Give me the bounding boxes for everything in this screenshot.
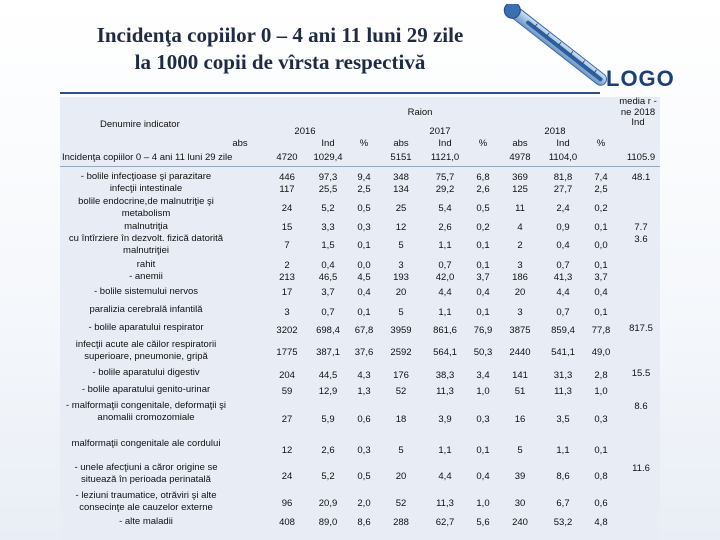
table-cell: 0,7 [438,260,452,271]
table-cell: 59 [281,386,293,397]
table-row-label: bolile endocrine,de malnutriţie şi metabolism [78,196,214,219]
table-cell: 41,3 [553,272,573,283]
table-cell: 213 [279,272,295,283]
table-cell: 3875 [509,325,531,336]
table-cell: 1,1 [556,445,570,456]
table-cell: 0,1 [476,260,490,271]
table-cell: 446 [279,172,295,183]
table-cell: 0,1 [476,240,490,251]
table-cell: 0,0 [357,260,371,271]
table-cell: 27,7 [553,184,573,195]
table-row-label: - bolile infecţioase şi parazitare [80,171,212,182]
table-row-label: - bolile sistemului nervos [93,286,198,297]
table-cell: 18 [395,414,407,425]
table-row-label: cu întîrziere în dezvolt. fizică datorită malnutriţiei [68,233,224,256]
table-cell: 0,5 [357,203,371,214]
header-pct: % [596,138,606,149]
table-cell: 12 [395,222,407,233]
table-cell: 408 [279,517,295,528]
table-cell: 4,4 [556,287,570,298]
table-cell: 15.5 [631,368,651,379]
table-cell: 30 [514,498,526,509]
slide-title [40,22,520,76]
total-ind-2017: 1121,0 [430,152,460,163]
table-cell: 39 [514,471,526,482]
table-cell: 176 [393,370,409,381]
table-row-label: - bolile aparatului digestiv [92,367,200,378]
table-cell: 204 [279,370,295,381]
table-cell: 1,0 [476,386,490,397]
total-ind-2018: 1104,0 [548,152,578,163]
table-cell: 16 [514,414,526,425]
table-row-label: paralizia cerebrală infantilă [89,304,203,315]
table-cell: 3,7 [594,272,608,283]
table-cell: 62,7 [435,517,455,528]
table-row-label: - malformaţii congenitale, deformaţii şi anomalii cromozomiale [66,400,226,423]
table-cell: 46,5 [318,272,338,283]
title-line-1: Incidenţa copiilor 0 – 4 ani 11 luni 29 zile [96,23,464,47]
table-cell: 0,6 [594,498,608,509]
table-row-label: - unele afecţiuni a căror origine se situează în perioada perinatală [74,462,218,485]
table-cell: 11,3 [436,498,454,509]
table-cell: 8,6 [556,471,570,482]
table-cell: 20 [514,287,526,298]
table-cell: 859,4 [551,325,575,336]
table-cell: 2592 [390,347,412,358]
table-cell: 564,1 [433,347,457,358]
table-row-label: infecţii intestinale [109,183,183,194]
table-cell: 97,3 [318,172,338,183]
table-cell: 20,9 [318,498,338,509]
table-row-label: - alte maladii [119,516,173,527]
table-cell: 51 [514,386,526,397]
table-cell: 31,3 [553,370,573,381]
table-cell: 76,9 [473,325,493,336]
header-abs: abs [512,138,528,149]
table-cell: 0,4 [321,260,335,271]
table-cell: 50,3 [473,347,493,358]
table-cell: 0,3 [594,414,608,425]
table-cell: 0,7 [556,307,570,318]
table-cell: 0,1 [357,307,371,318]
header-ind: Ind [438,138,452,149]
table-cell: 37,6 [354,347,374,358]
table-row-label: - anemii [129,271,163,282]
total-label: Incidenţa copiilor 0 – 4 ani 11 luni 29 zile [62,152,233,163]
header-abs: abs [232,138,248,149]
table-cell: 12,9 [318,386,338,397]
table-cell: 5,9 [321,414,335,425]
header-media: media r -ne 2018 Ind [619,96,657,128]
table-cell: 0,4 [357,287,371,298]
table-cell: 24 [281,471,293,482]
table-cell: 0,1 [594,222,608,233]
table-cell: 2,6 [321,445,335,456]
total-ind-2016: 1029,4 [313,152,343,163]
table-cell: 240 [512,517,528,528]
table-cell: 42,0 [435,272,455,283]
table-cell: 52 [395,498,407,509]
table-cell: 3,3 [321,222,335,233]
logo: LOGO [606,66,675,91]
table-cell: 0,8 [594,471,608,482]
header-ind: Ind [321,138,335,149]
table-cell: 541,1 [551,347,575,358]
table-cell: 3 [284,307,290,318]
table-cell: 3,4 [476,370,490,381]
table-cell: 0,7 [556,260,570,271]
table-cell: 348 [393,172,409,183]
table-cell: 4 [517,222,523,233]
table-cell: 0,4 [556,240,570,251]
table-cell: 3,5 [556,414,570,425]
header-ind: Ind [556,138,570,149]
header-pct: % [359,138,369,149]
header-year-2016: 2016 [294,126,316,137]
table-cell: 11,3 [554,386,572,397]
table-cell: 77,8 [591,325,611,336]
table-cell: 193 [393,272,409,283]
table-cell: 698,4 [316,325,340,336]
table-row-label: infecţii acute ale căilor respiratorii superioare, pneumonie, gripă [75,339,217,362]
table-cell: 2440 [509,347,531,358]
table-cell: 134 [393,184,409,195]
table-cell: 6,7 [556,498,570,509]
table-cell: 2,5 [357,184,371,195]
table-cell: 3 [517,307,523,318]
table-cell: 4,4 [438,287,452,298]
table-cell: 7,4 [594,172,608,183]
table-cell: 288 [393,517,409,528]
table-cell: 89,0 [318,517,338,528]
table-cell: 0,1 [476,445,490,456]
table-cell: 5 [398,240,404,251]
table-cell: 11 [515,203,525,214]
table-row-label: malformaţii congenitale ale cordului [71,438,221,449]
header-divider [60,166,660,167]
total-abs-2016: 4720 [276,152,298,163]
table-cell: 5,2 [321,203,335,214]
table-cell: 0,3 [357,222,371,233]
table-cell: 186 [512,272,528,283]
table-cell: 0,6 [357,414,371,425]
table-cell: 5,2 [321,471,335,482]
table-cell: 369 [512,172,528,183]
header-abs: abs [393,138,409,149]
table-cell: 25 [395,203,407,214]
table-cell: 0,2 [594,203,608,214]
header-year-2018: 2018 [544,126,566,137]
table-cell: 3.6 [634,234,648,245]
table-cell: 0,9 [556,222,570,233]
table-cell: 12 [281,445,293,456]
total-media: 1105.9 [626,152,656,163]
header-indicator: Denumire indicator [100,119,180,130]
table-cell: 861,6 [433,325,457,336]
table-cell: 3202 [276,325,298,336]
table-cell: 2,0 [357,498,371,509]
table-cell: 4,5 [357,272,371,283]
table-cell: 1,0 [594,386,608,397]
table-cell: 38,3 [435,370,455,381]
table-cell: 6,8 [476,172,490,183]
table-cell: 1775 [276,347,298,358]
table-cell: 0,0 [594,240,608,251]
table-row-label: - leziuni traumatice, otrăviri şi alte consecinţe ale cauzelor externe [75,490,217,513]
table-cell: 53,2 [553,517,573,528]
table-cell: 1,3 [357,386,371,397]
table-cell: 2,6 [438,222,452,233]
table-cell: 4,3 [357,370,371,381]
table-cell: 0,1 [594,260,608,271]
table-cell: 5 [398,445,404,456]
table-cell: 3 [517,260,523,271]
table-cell: 96 [281,498,293,509]
header-pct: % [478,138,488,149]
table-cell: 2 [284,260,290,271]
table-cell: 0,4 [476,287,490,298]
table-cell: 2,4 [556,203,570,214]
table-cell: 11,3 [436,386,454,397]
table-cell: 7.7 [634,222,648,233]
table-cell: 0,5 [357,471,371,482]
incidence-table [60,97,660,540]
table-cell: 3,9 [438,414,452,425]
table-cell: 15 [281,222,293,233]
total-abs-2018: 4978 [509,152,531,163]
table-cell: 27 [281,414,293,425]
table-cell: 3,7 [321,287,335,298]
table-cell: 0,1 [594,307,608,318]
table-cell: 5 [398,307,404,318]
table-cell: 3 [398,260,404,271]
table-cell: 0,3 [357,445,371,456]
table-cell: 7 [284,240,290,251]
table-cell: 1,1 [438,307,452,318]
table-cell: 9,4 [357,172,371,183]
table-cell: 3,7 [476,272,490,283]
table-cell: 5,4 [438,203,452,214]
table-cell: 0,7 [321,307,335,318]
title-line-2: la 1000 copii de vîrsta respectivă [134,50,426,74]
table-cell: 2,5 [594,184,608,195]
table-cell: 8,6 [357,517,371,528]
table-cell: 2 [517,240,523,251]
table-cell: 0,1 [594,445,608,456]
table-cell: 0,4 [476,471,490,482]
header-year-2017: 2017 [429,126,451,137]
table-cell: 25,5 [318,184,338,195]
table-cell: 0,2 [476,222,490,233]
table-cell: 0,1 [476,307,490,318]
table-cell: 67,8 [354,325,374,336]
table-cell: 52 [395,386,407,397]
table-cell: 2,8 [594,370,608,381]
table-cell: 44,5 [318,370,338,381]
table-cell: 387,1 [316,347,340,358]
table-cell: 49,0 [591,347,611,358]
table-cell: 0,3 [476,414,490,425]
table-row-label: - bolile aparatului genito-urinar [81,384,211,395]
table-cell: 75,7 [435,172,455,183]
table-cell: 29,2 [435,184,455,195]
table-row-label: rahit [136,259,156,270]
table-cell: 5,6 [476,517,490,528]
table-cell: 4,8 [594,517,608,528]
header-raion: Raion [407,107,433,118]
table-cell: 1,1 [438,445,452,456]
table-cell: 141 [512,370,528,381]
table-cell: 24 [281,203,293,214]
table-cell: 0,5 [476,203,490,214]
table-cell: 817.5 [629,323,653,334]
title-rule [60,92,600,94]
table-cell: 1,0 [476,498,490,509]
table-cell: 1,1 [438,240,452,251]
table-cell: 0,4 [594,287,608,298]
table-cell: 81,8 [553,172,573,183]
table-cell: 3959 [390,325,412,336]
table-cell: 4,4 [438,471,452,482]
table-cell: 5 [517,445,523,456]
table-cell: 17 [281,287,293,298]
table-cell: 20 [395,287,407,298]
total-abs-2017: 5151 [390,152,412,163]
table-cell: 117 [279,184,295,195]
table-cell: 125 [512,184,528,195]
table-cell: 1,5 [321,240,335,251]
table-cell: 48.1 [631,172,651,183]
table-cell: 2,6 [476,184,490,195]
table-cell: 8.6 [634,401,648,412]
table-row-label: - bolile aparatului respirator [88,322,204,333]
table-row-label: malnutriţia [124,221,168,232]
table-cell: 11.6 [632,463,650,474]
table-cell: 20 [395,471,407,482]
table-cell: 0,1 [357,240,371,251]
